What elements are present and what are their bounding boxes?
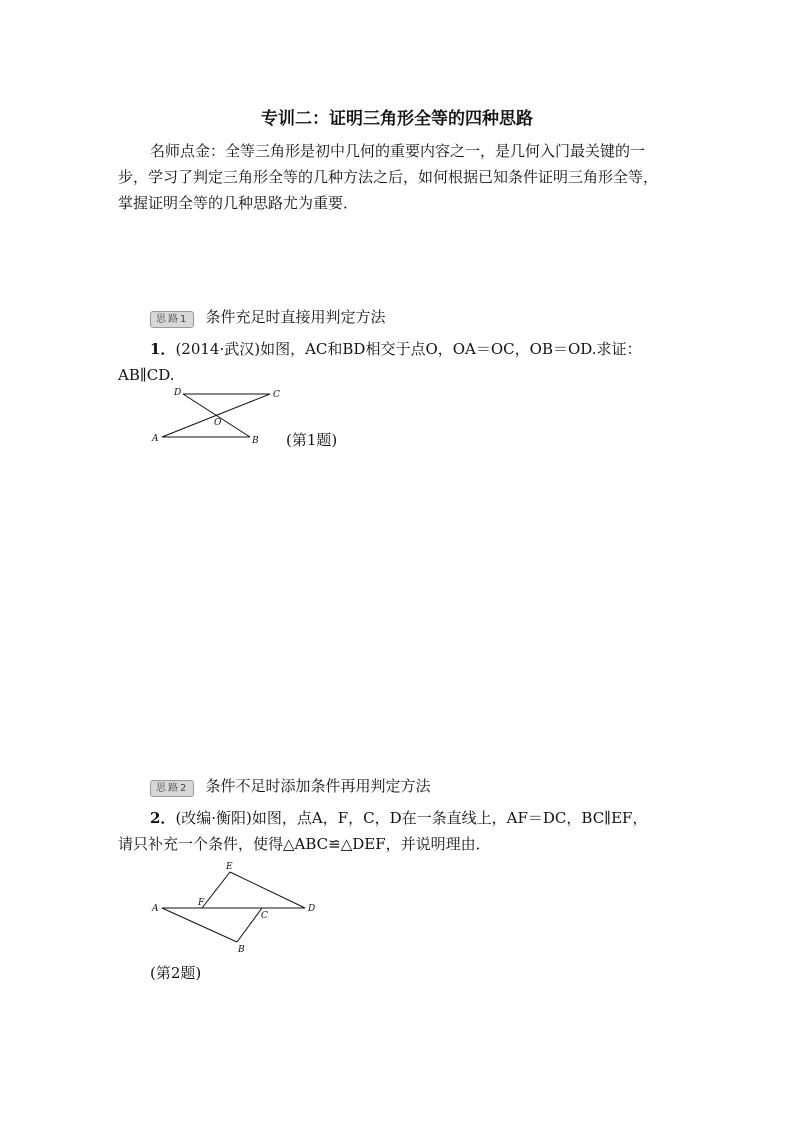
figure-1 (140, 383, 280, 449)
problem-2-number: 2． (150, 809, 176, 827)
figure-1-caption: (第1题) (286, 431, 338, 449)
label-a: A (152, 434, 159, 444)
problem-1-line-2: AB∥CD. (118, 366, 175, 384)
segment-ab (162, 908, 237, 942)
label-a: A (152, 904, 159, 914)
label-d: D (174, 388, 182, 398)
segment-ed (230, 872, 305, 908)
section-1-badge: 思路1 (150, 311, 194, 328)
label-e: E (226, 862, 233, 872)
intro-line-2: 步，学习了判定三角形全等的几种方法之后，如何根据已知条件证明三角形全等， (118, 168, 659, 186)
problem-2-line-1 (118, 805, 688, 831)
problem-1-line-1 (118, 336, 688, 362)
problem-2-text: (改编·衡阳)如图，点A，F，C，D在一条直线上，AF＝DC，BC∥EF， (175, 809, 648, 827)
segment-bd (183, 394, 250, 437)
intro-paragraph (118, 138, 678, 216)
label-b: B (238, 945, 245, 955)
section-2-heading: 条件不足时添加条件再用判定方法 (205, 777, 431, 795)
intro-line-1: 名师点金：全等三角形是初中几何的重要内容之一，是几何入门最关键的一 (150, 142, 646, 160)
label-o: O (214, 418, 222, 428)
problem-2-line-2: 请只补充一个条件，使得△ABC≌△DEF，并说明理由． (118, 835, 491, 853)
section-1-header (150, 306, 385, 328)
label-d: D (308, 904, 316, 914)
segment-fe (202, 872, 230, 908)
label-c: C (273, 390, 280, 400)
intro-line-3: 掌握证明全等的几种思路尤为重要． (118, 194, 359, 212)
section-2-badge: 思路2 (150, 780, 194, 797)
label-f: F (198, 898, 205, 908)
page-title: 专训二：证明三角形全等的四种思路 (261, 109, 533, 129)
problem-1-text: (2014·武汉)如图，AC和BD相交于点O，OA＝OC，OB＝OD.求证： (175, 340, 642, 358)
section-2-header (150, 775, 430, 797)
figure-2 (140, 858, 330, 958)
label-b: B (252, 436, 259, 446)
segment-bc (237, 908, 262, 942)
section-1-heading: 条件充足时直接用判定方法 (205, 308, 386, 326)
problem-1-number: 1． (150, 340, 176, 358)
label-c: C (261, 911, 268, 921)
figure-2-caption: (第2题) (150, 964, 202, 982)
problem-2 (118, 805, 688, 857)
problem-1 (118, 336, 688, 388)
